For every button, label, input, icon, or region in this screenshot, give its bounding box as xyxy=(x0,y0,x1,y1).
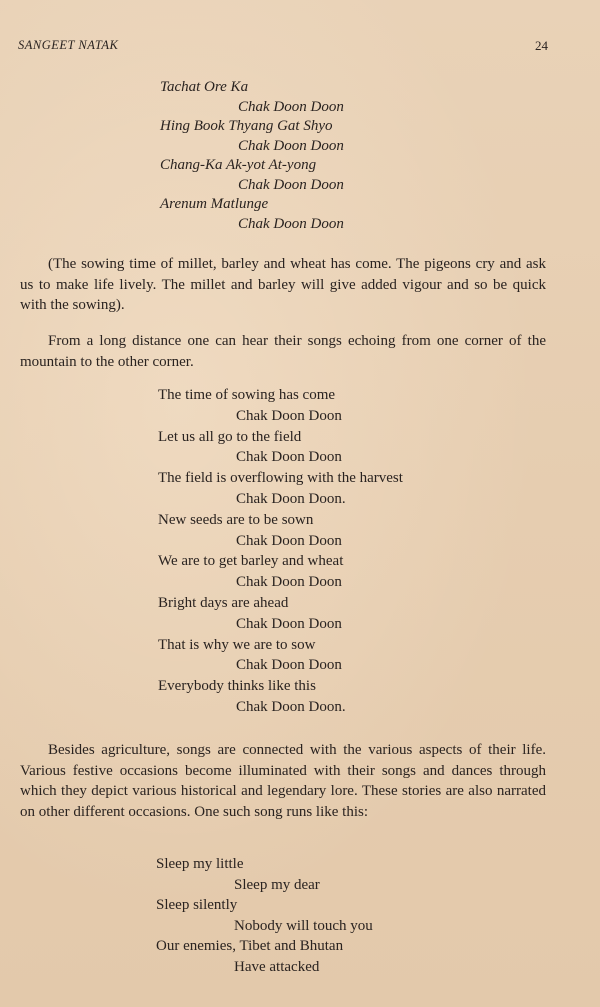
verse-line: Arenum Matlunge xyxy=(160,196,269,212)
echo-paragraph: From a long distance one can hear their songs echoing from one corner of the mountain to the other corner. xyxy=(20,333,546,370)
verse-line: Everybody thinks like this xyxy=(158,678,316,695)
verse-line: Sleep silently xyxy=(156,897,238,913)
verse-refrain-line: Chak Doon Doon xyxy=(238,176,344,193)
verse-line: Sleep my little xyxy=(156,856,244,872)
verse-line: Hing Book Thyang Gat Shyo xyxy=(160,118,333,134)
verse-line: Chang-Ka Ak-yot At-yong xyxy=(160,157,317,173)
verse-refrain-line: Chak Doon Doon xyxy=(236,615,342,632)
verse-line: Bright days are ahead xyxy=(158,594,289,611)
verse-line: The time of sowing has come xyxy=(158,387,336,403)
verse-refrain-line: Chak Doon Doon xyxy=(238,215,344,232)
song-verse-sowing xyxy=(158,385,403,718)
page-number: 24 xyxy=(535,38,548,53)
verse-refrain-line: Chak Doon Doon xyxy=(236,407,342,424)
song-verse-lepcha xyxy=(160,78,344,234)
verse-refrain-line: Chak Doon Doon xyxy=(238,137,344,154)
besides-agriculture-paragraph: Besides agriculture, songs are connected with the various aspects of their life. Various festive occasions become illuminated with their songs and dances through which they depict various historical and legendary lore. These stories are also narrated on other different occasions. One such song runs like this: xyxy=(20,742,546,820)
verse-refrain-line: Sleep my dear xyxy=(234,876,320,893)
verse-line: Tachat Ore Ka xyxy=(160,79,249,95)
song-verse-lullaby xyxy=(156,854,373,977)
verse-refrain-line: Chak Doon Doon xyxy=(236,532,342,549)
verse-line: Our enemies, Tibet and Bhutan xyxy=(156,938,344,954)
verse-refrain-line: Chak Doon Doon xyxy=(236,574,342,591)
translation-paragraph: (The sowing time of millet, barley and wheat has come. The pigeons cry and ask us to make life lively. The millet and barley will give added vigour and so be quick with the sowing). xyxy=(20,256,546,313)
verse-refrain-line: Chak Doon Doon xyxy=(238,98,344,115)
running-head: SANGEET NATAK xyxy=(18,38,119,52)
verse-refrain-line: Chak Doon Doon xyxy=(236,657,342,674)
verse-refrain-line: Chak Doon Doon. xyxy=(236,490,346,507)
verse-line: That is why we are to sow xyxy=(158,636,316,653)
verse-refrain-line: Nobody will touch you xyxy=(234,917,373,934)
page-header xyxy=(18,38,548,54)
verse-refrain-line: Have attacked xyxy=(234,958,320,975)
verse-refrain-line: Chak Doon Doon. xyxy=(236,698,346,715)
verse-line: New seeds are to be sown xyxy=(158,511,314,528)
verse-refrain-line: Chak Doon Doon xyxy=(236,449,342,466)
verse-line: The field is overflowing with the harvest xyxy=(158,470,403,487)
verse-line: Let us all go to the field xyxy=(158,428,302,445)
verse-line: We are to get barley and wheat xyxy=(158,553,344,570)
